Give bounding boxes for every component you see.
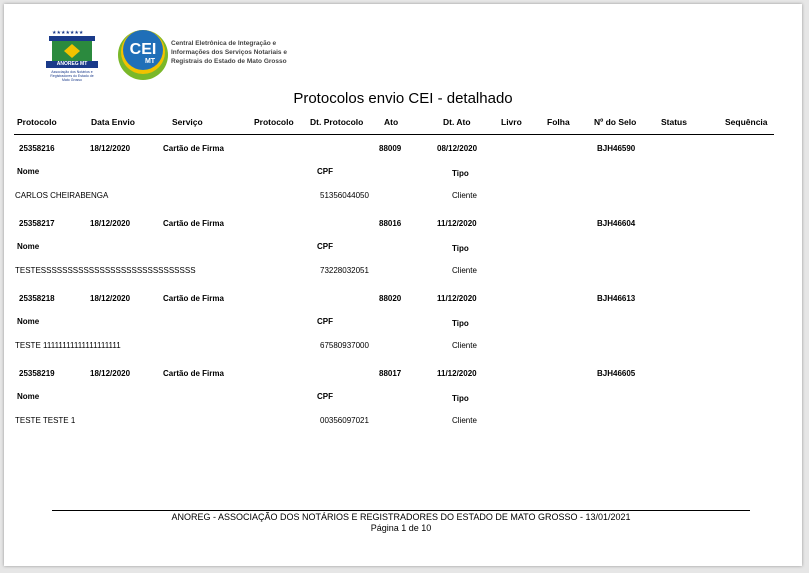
record-selo: BJH46590 [597,144,636,153]
label-cpf: CPF [317,242,333,251]
record-nome: TESTESSSSSSSSSSSSSSSSSSSSSSSSSSSSS [15,266,196,275]
label-tipo: Tipo [452,319,469,328]
record-selo: BJH46604 [597,219,636,228]
label-nome: Nome [17,242,40,251]
stars-icon: ★★★★★★★ [52,30,84,36]
record-data-envio: 18/12/2020 [90,219,131,228]
report-page [4,4,802,566]
cei-logo-icon [116,28,170,82]
header-divider [14,134,774,135]
cei-logo-text: CEI [129,41,157,58]
record-tipo: Cliente [452,266,477,275]
record-cpf: 00356097021 [320,416,369,425]
record-tipo: Cliente [452,416,477,425]
record-cpf: 51356044050 [320,191,369,200]
record-data-envio: 18/12/2020 [90,144,131,153]
record-tipo: Cliente [452,341,477,350]
record-cpf: 73228032051 [320,266,369,275]
label-cpf: CPF [317,167,333,176]
record-selo: BJH46605 [597,369,636,378]
label-tipo: Tipo [452,394,469,403]
col-livro: Livro [501,117,522,127]
record-nome: TESTE TESTE 1 [15,416,76,425]
record-servico: Cartão de Firma [163,369,224,378]
record-protocolo: 25358219 [19,369,55,378]
record-servico: Cartão de Firma [163,294,224,303]
col-folha: Folha [547,117,570,127]
col-status: Status [661,117,687,127]
record-ato: 88016 [379,219,402,228]
record-dt-ato: 11/12/2020 [437,219,477,228]
record-protocolo: 25358218 [19,294,55,303]
record-selo: BJH46613 [597,294,636,303]
record-dt-ato: 11/12/2020 [437,369,477,378]
record-ato: 88009 [379,144,402,153]
col-protocolo: Protocolo [17,117,57,127]
label-cpf: CPF [317,392,333,401]
label-nome: Nome [17,167,40,176]
col-dt-ato: Dt. Ato [443,117,471,127]
col-selo: Nº do Selo [594,117,637,127]
record-protocolo: 25358217 [19,219,55,228]
record-servico: Cartão de Firma [163,219,224,228]
record-tipo: Cliente [452,191,477,200]
record-data-envio: 18/12/2020 [90,294,131,303]
cei-logo-sub: MT [144,58,156,65]
anoreg-subtitle: Associação dos Notários e Registradores do Estado de Mato Grosso [50,70,94,82]
record-ato: 88017 [379,369,402,378]
col-sequencia: Sequência [725,117,768,127]
label-nome: Nome [17,392,40,401]
cei-description: Central Eletrônica de Integração e Informações dos Serviços Notariais e Registrais do Estado de Mato Grosso [171,40,287,65]
col-data-envio: Data Envio [91,117,135,127]
col-ato: Ato [384,117,399,127]
record-dt-ato: 11/12/2020 [437,294,477,303]
shield-icon [52,41,92,61]
label-nome: Nome [17,317,40,326]
col-protocolo-2: Protocolo [254,117,294,127]
record-ato: 88020 [379,294,402,303]
record-servico: Cartão de Firma [163,144,224,153]
record-dt-ato: 08/12/2020 [437,144,478,153]
anoreg-name: ANOREG MT [46,61,98,68]
label-cpf: CPF [317,317,333,326]
label-tipo: Tipo [452,244,469,253]
label-tipo: Tipo [452,169,469,178]
record-data-envio: 18/12/2020 [90,369,131,378]
page-number: Página 1 de 10 [370,523,432,533]
anoreg-logo [46,30,98,90]
col-dt-protocolo: Dt. Protocolo [310,117,364,127]
record-nome: CARLOS CHEIRABENGA [15,191,109,200]
footer-text: ANOREG - ASSOCIAÇÃO DOS NOTÁRIOS E REGISTRADORES DO ESTADO DE MATO GROSSO - 13/01/2021 [171,512,631,522]
record-protocolo: 25358216 [19,144,55,153]
record-nome: TESTE 11111111111111111111 [15,341,121,350]
footer-divider [52,510,750,511]
report-title: Protocolos envio CEI - detalhado [293,90,513,107]
record-cpf: 67580937000 [320,341,369,350]
col-servico: Serviço [172,117,203,127]
